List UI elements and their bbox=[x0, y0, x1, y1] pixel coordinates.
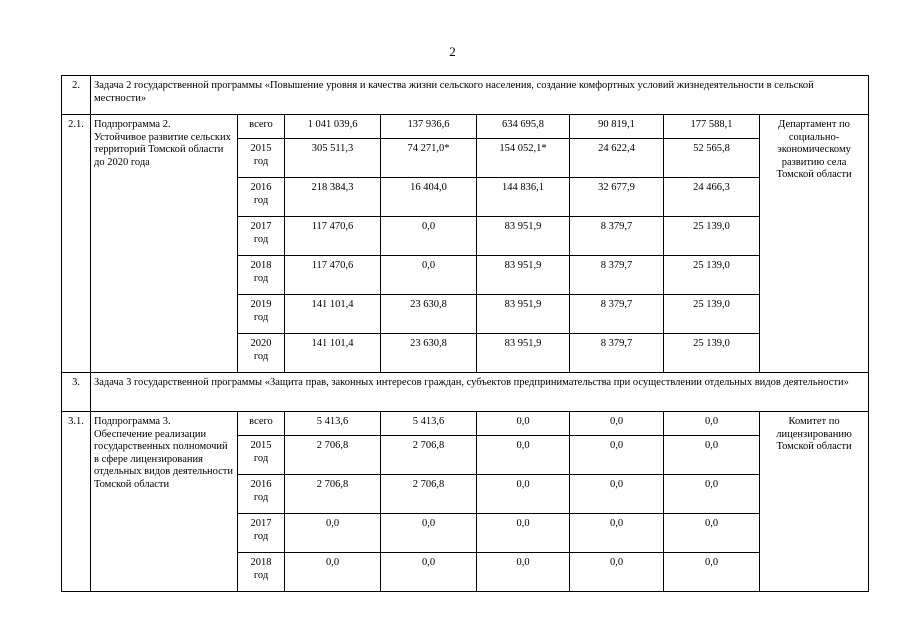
value-cell: 0,0 bbox=[664, 412, 760, 436]
program-table bbox=[61, 75, 869, 592]
value-cell: 0,0 bbox=[664, 436, 760, 475]
task-number: 3. bbox=[62, 373, 91, 412]
value-cell: 0,0 bbox=[664, 553, 760, 592]
year-cell: 2015 год bbox=[238, 139, 285, 178]
value-cell: 117 470,6 bbox=[285, 217, 381, 256]
year-cell: 2018 год bbox=[238, 256, 285, 295]
value-cell: 8 379,7 bbox=[570, 295, 664, 334]
value-cell: 0,0 bbox=[477, 475, 570, 514]
value-cell: 5 413,6 bbox=[381, 412, 477, 436]
value-cell: 137 936,6 bbox=[381, 115, 477, 139]
value-cell: 23 630,8 bbox=[381, 295, 477, 334]
task-number: 2. bbox=[62, 76, 91, 115]
year-cell: 2016 год bbox=[238, 178, 285, 217]
value-cell: 117 470,6 bbox=[285, 256, 381, 295]
task-row bbox=[62, 76, 869, 115]
value-cell: 141 101,4 bbox=[285, 334, 381, 373]
value-cell: 83 951,9 bbox=[477, 256, 570, 295]
task-row bbox=[62, 373, 869, 412]
value-cell: 0,0 bbox=[570, 436, 664, 475]
value-cell: 0,0 bbox=[570, 553, 664, 592]
value-cell: 25 139,0 bbox=[664, 217, 760, 256]
year-cell: 2020 год bbox=[238, 334, 285, 373]
value-cell: 0,0 bbox=[285, 553, 381, 592]
value-cell: 2 706,8 bbox=[285, 475, 381, 514]
value-cell: 0,0 bbox=[381, 256, 477, 295]
value-cell: 218 384,3 bbox=[285, 178, 381, 217]
value-cell: 141 101,4 bbox=[285, 295, 381, 334]
value-cell: 25 139,0 bbox=[664, 334, 760, 373]
value-cell: 24 622,4 bbox=[570, 139, 664, 178]
value-cell: 0,0 bbox=[477, 436, 570, 475]
year-cell: всего bbox=[238, 412, 285, 436]
value-cell: 634 695,8 bbox=[477, 115, 570, 139]
value-cell: 74 271,0* bbox=[381, 139, 477, 178]
value-cell: 32 677,9 bbox=[570, 178, 664, 217]
value-cell: 0,0 bbox=[381, 553, 477, 592]
value-cell: 177 588,1 bbox=[664, 115, 760, 139]
value-cell: 144 836,1 bbox=[477, 178, 570, 217]
value-cell: 90 819,1 bbox=[570, 115, 664, 139]
value-cell: 83 951,9 bbox=[477, 217, 570, 256]
value-cell: 0,0 bbox=[664, 514, 760, 553]
value-cell: 0,0 bbox=[570, 475, 664, 514]
value-cell: 0,0 bbox=[381, 217, 477, 256]
year-cell: 2015 год bbox=[238, 436, 285, 475]
value-cell: 16 404,0 bbox=[381, 178, 477, 217]
subprogram-name: Подпрограмма 2. Устойчивое развитие сельских территорий Томской области до 2020 года bbox=[91, 115, 238, 373]
value-cell: 1 041 039,6 bbox=[285, 115, 381, 139]
value-cell: 5 413,6 bbox=[285, 412, 381, 436]
value-cell: 23 630,8 bbox=[381, 334, 477, 373]
year-cell: 2016 год bbox=[238, 475, 285, 514]
subprogram-number: 3.1. bbox=[62, 412, 91, 592]
year-cell: 2017 год bbox=[238, 514, 285, 553]
table-row bbox=[62, 412, 869, 436]
value-cell: 0,0 bbox=[570, 514, 664, 553]
year-cell: всего bbox=[238, 115, 285, 139]
value-cell: 52 565,8 bbox=[664, 139, 760, 178]
value-cell: 2 706,8 bbox=[381, 436, 477, 475]
year-cell: 2018 год bbox=[238, 553, 285, 592]
subprogram-name: Подпрограмма 3. Обеспечение реализации государственных полномочий в сфере лицензирования отдельных видов деятельности Томской области bbox=[91, 412, 238, 592]
value-cell: 24 466,3 bbox=[664, 178, 760, 217]
value-cell: 0,0 bbox=[477, 553, 570, 592]
responsible-executor: Комитет по лицензированию Томской области bbox=[760, 412, 869, 592]
value-cell: 83 951,9 bbox=[477, 295, 570, 334]
task-title: Задача 2 государственной программы «Повышение уровня и качества жизни сельского населения, создание комфортных условий жизнедеятельности в сельской местности» bbox=[91, 76, 869, 115]
value-cell: 8 379,7 bbox=[570, 334, 664, 373]
value-cell: 25 139,0 bbox=[664, 256, 760, 295]
value-cell: 2 706,8 bbox=[285, 436, 381, 475]
value-cell: 83 951,9 bbox=[477, 334, 570, 373]
value-cell: 154 052,1* bbox=[477, 139, 570, 178]
year-cell: 2019 год bbox=[238, 295, 285, 334]
value-cell: 0,0 bbox=[664, 475, 760, 514]
responsible-executor: Департамент по социально-экономическому развитию села Томской области bbox=[760, 115, 869, 373]
task-title: Задача 3 государственной программы «Защита прав, законных интересов граждан, субъектов предпринимательства при осуществлении отдельных видов деятельности» bbox=[91, 373, 869, 412]
value-cell: 305 511,3 bbox=[285, 139, 381, 178]
value-cell: 2 706,8 bbox=[381, 475, 477, 514]
value-cell: 0,0 bbox=[477, 514, 570, 553]
program-table-body bbox=[62, 76, 869, 592]
value-cell: 8 379,7 bbox=[570, 217, 664, 256]
page-number: 2 bbox=[449, 44, 456, 59]
year-cell: 2017 год bbox=[238, 217, 285, 256]
value-cell: 0,0 bbox=[381, 514, 477, 553]
value-cell: 0,0 bbox=[570, 412, 664, 436]
value-cell: 0,0 bbox=[477, 412, 570, 436]
subprogram-number: 2.1. bbox=[62, 115, 91, 373]
value-cell: 25 139,0 bbox=[664, 295, 760, 334]
table-row bbox=[62, 115, 869, 139]
value-cell: 0,0 bbox=[285, 514, 381, 553]
value-cell: 8 379,7 bbox=[570, 256, 664, 295]
